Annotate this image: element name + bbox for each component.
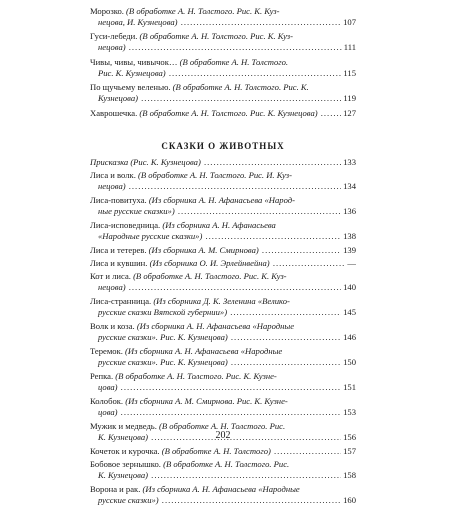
entry-title: Морозко. <box>90 6 124 16</box>
entry-page-number: 160 <box>343 495 356 505</box>
toc-entry-line <box>90 446 356 457</box>
entry-page-number: 150 <box>343 357 356 367</box>
entry-title: Колобок. <box>90 396 124 406</box>
section-heading: СКАЗКИ О ЖИВОТНЫХ <box>161 141 285 151</box>
toc-entry <box>90 6 356 28</box>
entry-page-number: 138 <box>343 231 356 241</box>
entry-source: нецова) <box>98 42 126 53</box>
entry-source: (В обработке А. Н. Толстого. Рис. К. <box>170 82 309 93</box>
toc-entry-line <box>90 470 356 481</box>
entry-page-number: 133 <box>343 157 356 167</box>
entry-page-number: 134 <box>343 181 356 191</box>
toc-entry-line <box>90 6 356 17</box>
entry-source: (В обработке А. Н. Толстого. <box>177 56 289 67</box>
toc-entry-line <box>90 195 356 206</box>
toc-entry-line <box>90 17 356 28</box>
toc-entry-line <box>90 93 356 104</box>
toc-entry-line <box>90 282 356 293</box>
toc-entry <box>90 446 356 457</box>
entry-source: (Из сборника А. Н. Афанасьева «Народные <box>140 484 300 494</box>
entry-source: (В обработке А. Н. Толстого. Рис. К. Куз- <box>130 271 287 281</box>
entry-page-number: 156 <box>343 432 356 442</box>
entry-title: Мужик и медведь. <box>90 421 157 431</box>
entry-page-number: 127 <box>343 107 356 118</box>
entry-page-number: 115 <box>343 67 356 78</box>
entry-source: (Из сборника А. Н. Афанасьева «Народные <box>134 321 295 331</box>
entry-source: (Из сборника А. М. Смирнова. Рис. К. Кузне- <box>123 396 288 406</box>
entry-source: русские сказки Вятской губернии») <box>98 307 228 317</box>
entry-title: Гуси-лебеди. <box>90 31 138 42</box>
entry-source: (В обработке А. Н. Толстого. Рис. <box>160 459 290 469</box>
entry-source: русские сказки». Рис. К. Кузнецова) <box>98 332 228 342</box>
entry-source: русские сказки». Рис. К. Кузнецова) <box>98 357 228 367</box>
toc-entry-line <box>90 382 356 393</box>
toc-entry-line <box>90 31 356 42</box>
toc-entry-line <box>90 82 356 93</box>
toc-entry-line <box>90 170 356 181</box>
entry-source: нецова) <box>98 181 126 191</box>
entry-title: Кочеток и курочка. <box>90 446 160 456</box>
toc-entry <box>90 195 356 217</box>
toc-entry <box>90 220 356 242</box>
entry-source: Кузнецова) <box>98 93 138 104</box>
entry-source: ные русские сказки») <box>98 206 175 216</box>
entry-page-number: 157 <box>343 446 356 456</box>
entry-source: (Из сборника А. Н. Афанасьева <box>160 220 276 230</box>
entry-title: Лиса-странница. <box>90 296 152 306</box>
toc-entry <box>90 157 356 168</box>
toc-entry-line <box>90 42 356 53</box>
entry-title: Ворона и рак. <box>90 484 141 494</box>
entry-title: Теремок. <box>90 346 123 356</box>
toc-entry <box>90 396 356 418</box>
entry-page-number: 119 <box>343 93 356 104</box>
entry-page-number: 111 <box>343 42 356 53</box>
toc-entry-line <box>90 332 356 343</box>
entry-source: цова) <box>98 407 118 417</box>
entry-source: (Из сборника А. М. Смирнова) <box>146 245 259 255</box>
toc-entry-line <box>90 321 356 332</box>
toc-entry <box>90 271 356 293</box>
entry-source: нецова) <box>98 282 126 292</box>
entry-source: (В обработке А. Н. Толстого. Рис. И. Куз- <box>135 170 292 180</box>
toc-entry-line <box>90 459 356 470</box>
entry-title: Лиса-исповедница. <box>90 220 161 230</box>
entry-source: (Из сборника Д. К. Зеленина «Велико- <box>151 296 290 306</box>
toc-entry-line <box>90 231 356 242</box>
entry-page-number: — <box>347 258 356 268</box>
entry-title: Чивы, чивы, чивычок… <box>90 56 178 67</box>
entry-source: нецова, И. Кузнецова) <box>98 17 178 27</box>
toc-entry-line <box>90 396 356 407</box>
toc-entry-line <box>90 57 356 68</box>
toc-entry <box>90 31 356 53</box>
toc-entry <box>90 371 356 393</box>
entry-title: Лиса и кувшин. <box>90 258 148 268</box>
entry-title: Кот и лиса. <box>90 271 131 281</box>
entry-source: Рис. К. Кузнецова) <box>98 67 166 78</box>
entry-source: (Из сборника О. И. Эрлейнвейна) <box>147 258 270 268</box>
toc-entry <box>90 108 356 119</box>
toc-entry-line <box>90 296 356 307</box>
entry-title: Волк и коза. <box>90 321 135 331</box>
toc-entry <box>90 296 356 318</box>
toc-entry-line <box>90 245 356 256</box>
entry-source: (В обработке А. Н. Толстого. Рис. К. Куз- <box>123 6 280 16</box>
entry-page-number: 136 <box>343 206 356 216</box>
entry-page-number: 140 <box>343 282 356 292</box>
toc-entry <box>90 484 356 506</box>
entry-title: Бобовое зернышко. <box>90 459 161 469</box>
toc-entry-line <box>90 220 356 231</box>
toc-entry-line <box>90 68 356 79</box>
entry-title: Хаврошечка. <box>90 107 138 118</box>
toc-entry <box>90 321 356 343</box>
toc-entry <box>90 245 356 256</box>
toc-entry <box>90 459 356 481</box>
entry-source: (В обработке А. Н. Толстого. Рис. К. Кузне- <box>113 371 277 381</box>
toc-entry <box>90 346 356 368</box>
entry-source: цова) <box>98 382 118 392</box>
entry-title: Лиса и тетерев. <box>90 245 147 255</box>
entry-source: (В обработке А. Н. Толстого. Рис. К. Куз- <box>137 31 294 42</box>
entry-source: «Народные русские сказки») <box>98 231 203 241</box>
entry-title: По щучьему веленью. <box>90 82 171 93</box>
entry-page-number: 146 <box>343 332 356 342</box>
entry-source: К. Кузнецова) <box>98 470 149 480</box>
toc-entry-line <box>90 307 356 318</box>
entry-source: (В обработке А. Н. Толстого. Рис. К. Кузнецова) <box>137 107 318 118</box>
toc-entry-line <box>90 407 356 418</box>
toc-entry-line <box>90 484 356 495</box>
entry-title: Лиса и волк. <box>90 170 136 180</box>
entry-page-number: 145 <box>343 307 356 317</box>
toc-entry <box>90 258 356 269</box>
toc-entry-line <box>90 108 356 119</box>
entry-page-number: 158 <box>343 470 356 480</box>
entry-source: (В обработке А. Н. Толстого. Рис. <box>156 421 286 431</box>
entry-source: Присказка (Рис. К. Кузнецова) <box>90 157 201 167</box>
toc-entry <box>90 170 356 192</box>
entry-source: (Из сборника А. Н. Афанасьева «Народ- <box>146 195 295 205</box>
toc-page <box>90 0 356 505</box>
entry-source: (Из сборника А. Н. Афанасьева «Народные <box>122 346 283 356</box>
entry-page-number: 153 <box>343 407 356 417</box>
toc-entry <box>90 57 356 79</box>
page-number: 202 <box>215 430 231 441</box>
entry-source: (В обработке А. Н. Толстого) <box>159 446 271 456</box>
entry-page-number: 139 <box>343 245 356 255</box>
toc-entry <box>90 82 356 104</box>
entry-title: Лиса-повитуха. <box>90 195 147 205</box>
toc-entry-line <box>90 258 356 269</box>
toc-entry-line <box>90 181 356 192</box>
entry-source: К. Кузнецова) <box>98 432 149 442</box>
toc-entry-line <box>90 206 356 217</box>
entry-source: русские сказки») <box>98 495 159 505</box>
toc-entry-line <box>90 271 356 282</box>
entry-title: Репка. <box>90 371 114 381</box>
toc-entry-line <box>90 357 356 368</box>
entry-page-number: 107 <box>343 17 356 27</box>
toc-entry-line <box>90 371 356 382</box>
toc-entry-line <box>90 157 356 168</box>
toc-entry-line <box>90 346 356 357</box>
toc-entry-line <box>90 495 356 506</box>
entry-page-number: 151 <box>343 382 356 392</box>
